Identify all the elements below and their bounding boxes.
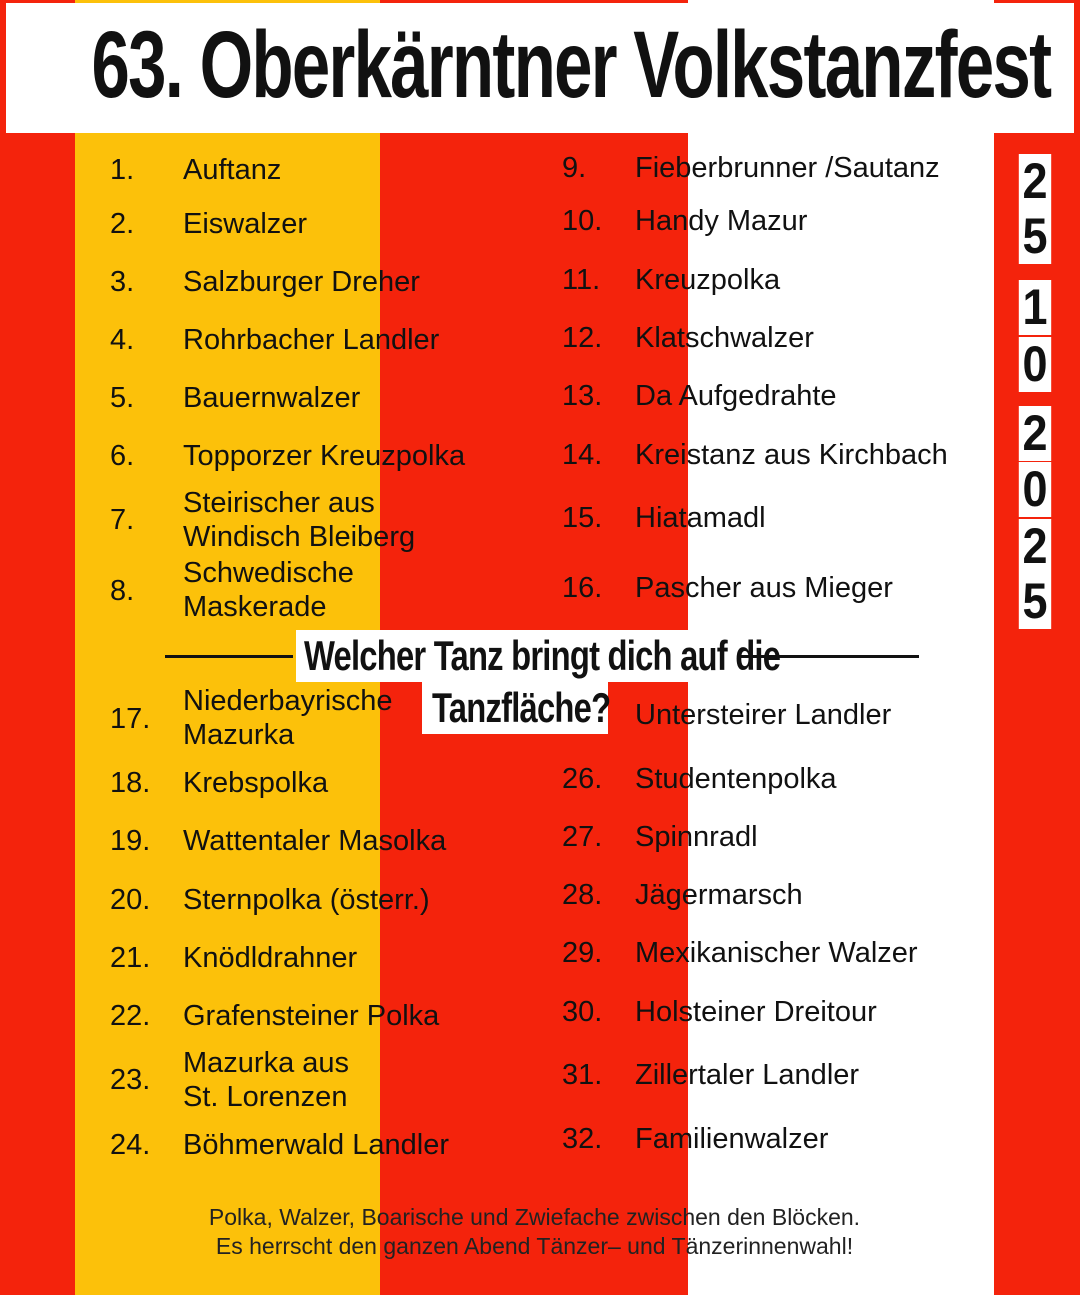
- date-digit: 2: [1019, 406, 1051, 461]
- dance-name: Fieberbrunner /Sautanz: [635, 152, 940, 184]
- dance-name: Kreuzpolka: [635, 264, 781, 296]
- dance-name: Da Aufgedrahte: [635, 380, 837, 412]
- date-digit: 1: [1019, 280, 1051, 335]
- dance-name: Bauernwalzer: [183, 382, 361, 414]
- dance-number: 29.: [562, 937, 603, 969]
- dance-name: Studentenpolka: [635, 763, 837, 795]
- dance-number: 18.: [110, 767, 151, 799]
- dance-number: 13.: [562, 380, 603, 412]
- dance-number: 23.: [110, 1064, 151, 1096]
- dance-number: 17.: [110, 703, 151, 735]
- dance-name: Untersteirer Landler: [635, 699, 892, 731]
- dance-name: Pascher aus Mieger: [635, 572, 893, 604]
- dance-name: Jägermarsch: [635, 879, 803, 911]
- dance-name: Windisch Bleiberg: [183, 521, 416, 553]
- question-text-line2: Tanzfläche?: [432, 684, 611, 731]
- dance-number: 4.: [110, 324, 135, 356]
- dance-name: Niederbayrische: [183, 685, 393, 717]
- dance-number: 8.: [110, 575, 135, 607]
- dance-number: 6.: [110, 440, 135, 472]
- dance-number: 11.: [562, 264, 601, 296]
- dance-number: 24.: [110, 1129, 151, 1161]
- dance-number: 26.: [562, 763, 603, 795]
- dance-name: Zillertaler Landler: [635, 1059, 860, 1091]
- dance-number: 31.: [562, 1059, 603, 1091]
- dance-name: Topporzer Kreuzpolka: [183, 440, 466, 472]
- dance-number: 14.: [562, 439, 603, 471]
- dance-number: 1.: [110, 154, 135, 186]
- dance-number: 9.: [562, 152, 587, 184]
- dance-number: 20.: [110, 884, 151, 916]
- dance-number: 22.: [110, 1000, 151, 1032]
- dance-name: Knödldrahner: [183, 942, 358, 974]
- dance-name: Sternpolka (österr.): [183, 884, 430, 916]
- dance-number: 7.: [110, 504, 135, 536]
- date-digit: 0: [1019, 337, 1051, 392]
- question-box-line1: [296, 630, 781, 682]
- dance-name: Handy Mazur: [635, 205, 808, 237]
- dance-name: Maskerade: [183, 591, 327, 623]
- dance-name: Grafensteiner Polka: [183, 1000, 440, 1032]
- dance-name: Schwedische: [183, 557, 354, 589]
- date-digit: 2: [1019, 519, 1051, 574]
- dance-number: 27.: [562, 821, 603, 853]
- dance-number: 28.: [562, 879, 603, 911]
- dance-name: Krebspolka: [183, 767, 329, 799]
- dance-number: 12.: [562, 322, 603, 354]
- footer-line-1: Polka, Walzer, Boarische und Zwiefache zwischen den Blöcken.: [208, 1204, 861, 1230]
- dance-number: 30.: [562, 996, 603, 1028]
- dance-name: Mazurka: [183, 719, 295, 751]
- dance-name: Hiatamadl: [635, 502, 766, 534]
- dance-name: Holsteiner Dreitour: [635, 996, 877, 1028]
- title-banner: [6, 3, 1074, 133]
- dance-number: 15.: [562, 502, 603, 534]
- date-digit: 0: [1019, 462, 1051, 517]
- dance-number: 2.: [110, 208, 135, 240]
- dance-number: 3.: [110, 266, 135, 298]
- dance-number: 5.: [110, 382, 135, 414]
- dance-name: Klatschwalzer: [635, 322, 814, 354]
- dance-name: Eiswalzer: [183, 208, 308, 240]
- date-digit: 5: [1019, 209, 1051, 264]
- divider-line-left: [165, 655, 293, 658]
- date-digit: 2: [1019, 154, 1051, 209]
- page-title: 63. Oberkärntner Volkstanzfest: [91, 13, 1051, 118]
- dance-name: Auftanz: [183, 154, 282, 186]
- dance-name: Mexikanischer Walzer: [635, 937, 918, 969]
- dance-number: 21.: [110, 942, 151, 974]
- red-stripe-left: [0, 0, 75, 1295]
- dance-number: 19.: [110, 825, 151, 857]
- dance-name: St. Lorenzen: [183, 1081, 348, 1113]
- dance-name: Steirischer aus: [183, 487, 375, 519]
- question-box-line2: [422, 682, 611, 734]
- footer-line-2: Es herrscht den ganzen Abend Tänzer– und Tänzerinnenwahl!: [215, 1233, 854, 1259]
- dance-name: Wattentaler Masolka: [183, 825, 447, 857]
- dance-name: Mazurka aus: [183, 1047, 350, 1079]
- dance-number: 32.: [562, 1123, 603, 1155]
- dance-name: Kreistanz aus Kirchbach: [635, 439, 948, 471]
- dance-name: Salzburger Dreher: [183, 266, 420, 298]
- question-text-line1: Welcher Tanz bringt dich auf die: [304, 632, 781, 679]
- dance-number: 16.: [562, 572, 603, 604]
- dance-name: Rohrbacher Landler: [183, 324, 440, 356]
- dance-name: Spinnradl: [635, 821, 758, 853]
- date-digit: 5: [1019, 574, 1051, 629]
- dance-name: Böhmerwald Landler: [183, 1129, 449, 1161]
- dance-name: Familienwalzer: [635, 1123, 829, 1155]
- dance-number: 10.: [562, 205, 603, 237]
